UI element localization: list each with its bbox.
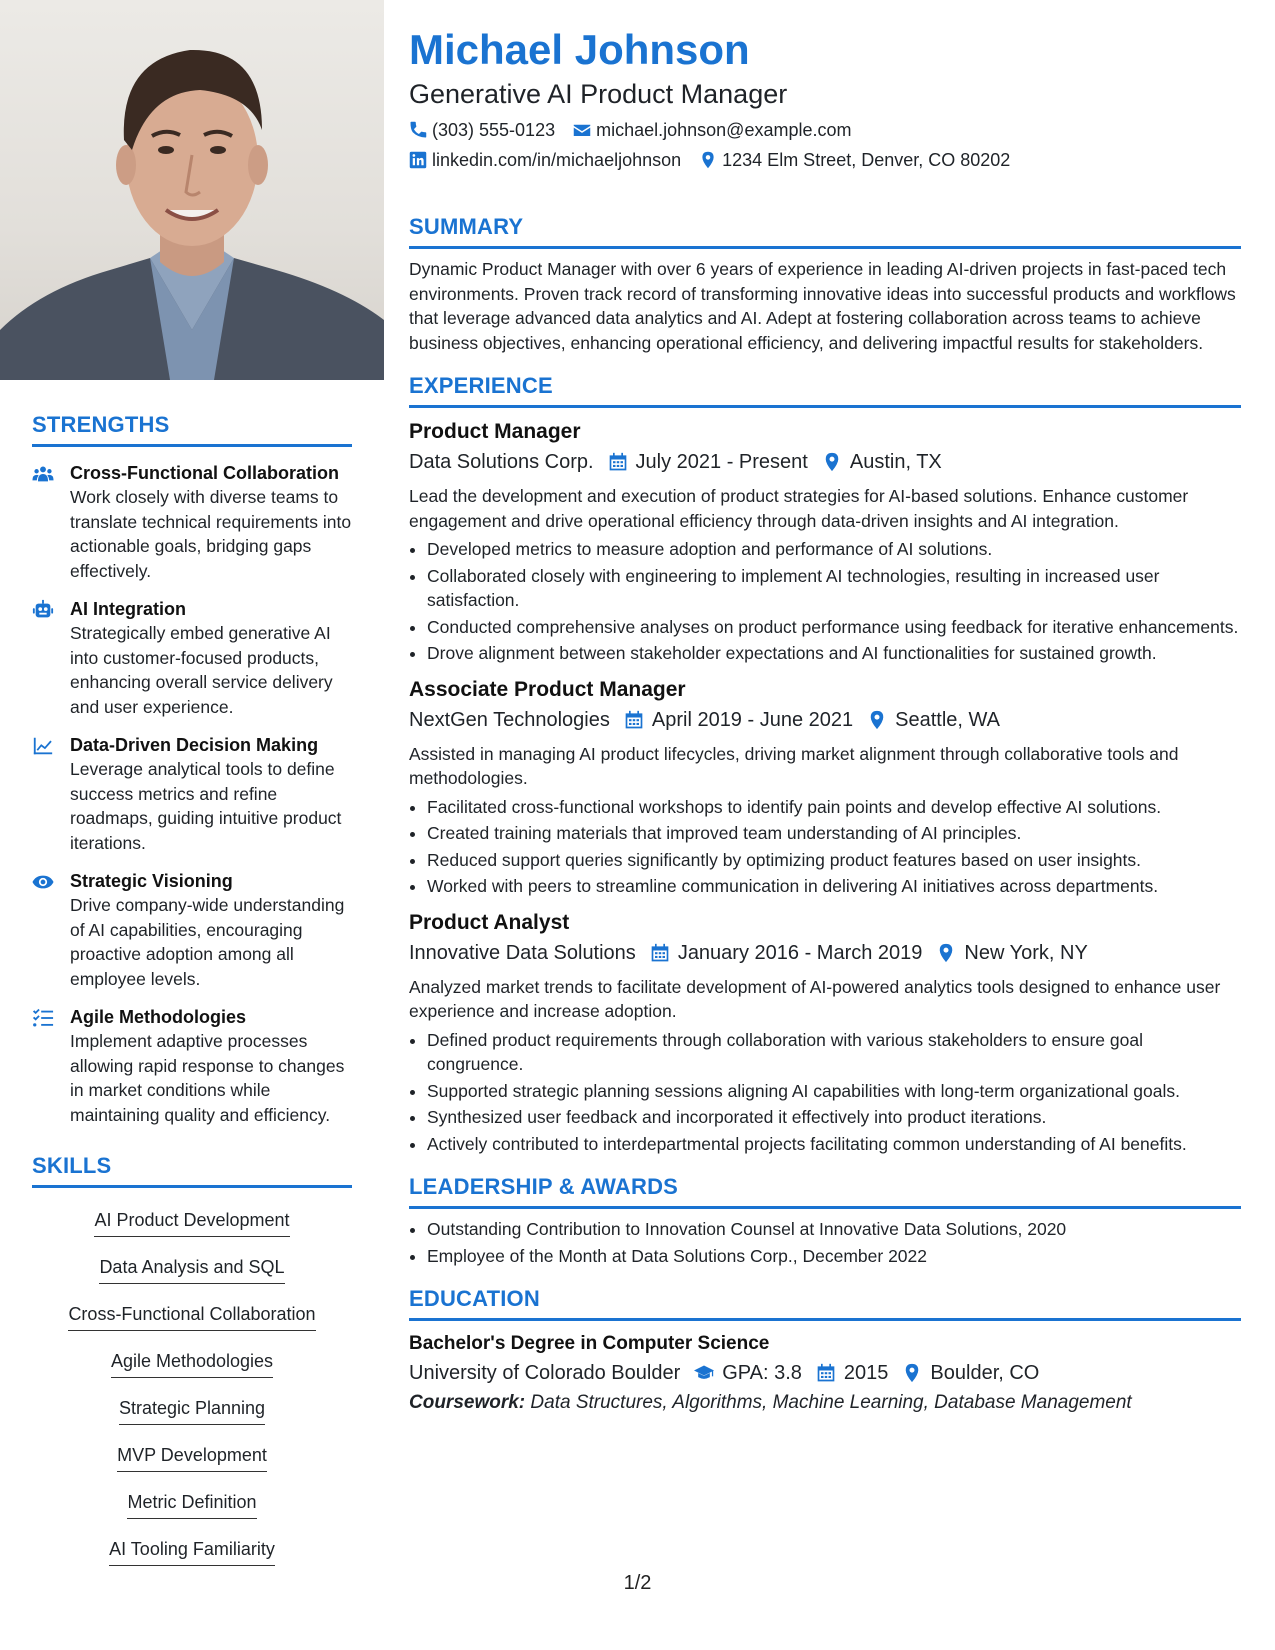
education-rule [409,1318,1241,1321]
job-dates: January 2016 - March 2019 [677,941,923,964]
company-name: NextGen Technologies [409,708,610,731]
location-pin-icon [822,452,842,472]
strength-desc: Drive company-wide understanding of AI capabilities, encouraging proactive adoption among all employee levels. [70,895,345,989]
page-number: 1/2 [623,1572,652,1594]
job-entry [409,418,1241,666]
skill-item: Metric Definition [127,1490,256,1519]
skill-item: Cross-Functional Collaboration [68,1302,315,1331]
phone-contact[interactable] [409,118,555,142]
calendar-icon [816,1363,836,1383]
location-pin-icon [936,943,956,963]
list-item: • Outstanding Contribution to Innovation Counsel at Innovative Data Solutions, 2020 [427,1217,1241,1242]
leadership-rule [409,1206,1241,1209]
company-name: Innovative Data Solutions [409,941,636,964]
strength-title: AI Integration [70,599,186,619]
job-description: Analyzed market trends to facilitate development of AI-powered analytics tools designed to enhance user experience and increase adoption. [409,976,1221,1021]
summary-heading: SUMMARY [409,214,524,239]
list-item: • Drove alignment between stakeholder expectations and AI functionalities for sustained growth. [427,641,1241,666]
job-headline: Generative AI Product Manager [409,79,788,109]
portrait-illustration [0,0,384,380]
education-meta [409,1359,1241,1387]
email-contact[interactable] [573,118,851,142]
job-title: Product Analyst [409,910,570,934]
list-item: • Worked with peers to streamline communication in delivering AI initiatives across departments. [427,874,1241,899]
job-entry [409,909,1241,1157]
job-bullets [409,1028,1241,1157]
linkedin-icon [409,151,427,169]
contact-row [409,148,1241,172]
job-dates: July 2021 - Present [635,451,808,473]
summary-rule [409,246,1241,249]
strength-item [32,597,352,719]
degree-title: Bachelor's Degree in Computer Science [409,1333,770,1354]
graduation-cap-icon [694,1363,714,1383]
summary-section [409,214,1241,355]
linkedin-contact[interactable] [409,148,681,172]
skills-rule [32,1185,352,1188]
experience-rule [409,405,1241,408]
list-item: • Created training materials that improved team understanding of AI principles. [427,821,1241,846]
coursework-text: Data Structures, Algorithms, Machine Learning, Database Management [530,1392,1132,1413]
list-check-icon [32,1005,70,1127]
coursework-label: Coursework: [409,1392,526,1413]
sidebar [0,0,384,1650]
list-item: • Developed metrics to measure adoption and performance of AI solutions. [427,537,1241,562]
experience-section [409,373,1241,1156]
list-item: • Defined product requirements through collaboration with various stakeholders to ensure goal congruence. [427,1028,1241,1077]
coursework-line [409,1389,1241,1417]
leadership-list [409,1217,1241,1268]
calendar-icon [624,710,644,730]
strength-desc: Strategically embed generative AI into customer-focused products, enhancing overall service delivery and user experience. [70,623,333,717]
strength-desc: Leverage analytical tools to define success metrics and refine roadmaps, guiding intuitive product iterations. [70,759,342,853]
skills-list [32,1200,352,1576]
profile-photo [0,0,384,380]
summary-text: Dynamic Product Manager with over 6 years of experience in leading AI-driven projects in fast-paced tech environments. Proven track record of transforming innovative ideas into successful products and workflows that leverage advanced data analytics and AI. Adept at fostering collaboration across teams to achieve business objectives, enhancing operational efficiency, and delivering impactful results for stakeholders. [409,259,1236,353]
list-item: • Reduced support queries significantly by optimizing product features based on user insights. [427,848,1241,873]
chart-line-icon [32,733,70,855]
location-pin-icon [902,1363,922,1383]
phone-text: (303) 555-0123 [432,120,556,140]
skills-heading: SKILLS [32,1153,112,1178]
job-bullets [409,795,1241,899]
email-text: michael.johnson@example.com [596,120,852,140]
users-icon [32,461,70,583]
strength-item [32,1005,352,1127]
job-description: Assisted in managing AI product lifecycles, driving market alignment through collaborative tools and methodologies. [409,743,1179,788]
phone-icon [409,121,427,139]
strength-title: Cross-Functional Collaboration [70,463,340,483]
gpa-text: GPA: 3.8 [722,1362,802,1384]
address-text: 1234 Elm Street, Denver, CO 80202 [722,150,1011,170]
strength-desc: Implement adaptive processes allowing rapid response to changes in market conditions while maintaining quality and efficiency. [70,1031,345,1125]
experience-heading: EXPERIENCE [409,373,553,398]
strength-title: Agile Methodologies [70,1007,247,1027]
job-bullets [409,537,1241,666]
list-item: • Supported strategic planning sessions aligning AI capabilities with long-term organizational goals. [427,1079,1241,1104]
strength-item [32,869,352,991]
job-title: Product Manager [409,420,581,443]
envelope-icon [573,121,591,139]
linkedin-text: linkedin.com/in/michaeljohnson [432,150,682,170]
strength-title: Strategic Visioning [70,871,233,891]
strength-item [32,733,352,855]
skill-item: Agile Methodologies [111,1349,273,1378]
calendar-icon [608,452,628,472]
list-item: • Facilitated cross-functional workshops to identify pain points and develop effective AI solutions. [427,795,1241,820]
job-meta [409,706,1241,734]
skill-item: Strategic Planning [119,1396,265,1425]
skill-item: AI Tooling Familiarity [109,1537,275,1566]
skill-item: MVP Development [117,1443,267,1472]
address-contact [699,148,1010,172]
candidate-name: Michael Johnson [409,26,750,73]
contact-row [409,118,1241,142]
list-item: • Conducted comprehensive analyses on product performance using feedback for iterative enhancements. [427,615,1241,640]
education-heading: EDUCATION [409,1286,540,1311]
leadership-section [409,1174,1241,1268]
job-location: Seattle, WA [895,708,1000,731]
school-location: Boulder, CO [930,1362,1040,1384]
robot-icon [32,597,70,719]
school-name: University of Colorado Boulder [409,1362,681,1384]
graduation-year: 2015 [843,1362,889,1384]
education-section [409,1286,1241,1417]
strength-title: Data-Driven Decision Making [70,735,319,755]
job-entry [409,676,1241,899]
job-description: Lead the development and execution of product strategies for AI-based solutions. Enhance customer engagement and drive operational efficiency through data-driven insights and AI integration. [409,486,1189,531]
calendar-icon [650,943,670,963]
strengths-heading: STRENGTHS [32,412,170,437]
job-title: Associate Product Manager [409,677,686,701]
location-pin-icon [699,151,717,169]
job-location: Austin, TX [849,451,942,473]
strength-item [32,461,352,583]
strength-desc: Work closely with diverse teams to translate technical requirements into actionable goals, bridging gaps effectively. [70,487,352,581]
skill-item: Data Analysis and SQL [99,1255,284,1284]
job-dates: April 2019 - June 2021 [651,708,854,731]
skill-item: AI Product Development [94,1208,289,1237]
list-item: • Collaborated closely with engineering to implement AI technologies, resulting in increased user satisfaction. [427,564,1241,613]
strengths-rule [32,444,352,447]
location-pin-icon [867,710,887,730]
company-name: Data Solutions Corp. [409,451,594,473]
job-meta [409,448,1241,476]
list-item: • Employee of the Month at Data Solutions Corp., December 2022 [427,1244,1241,1269]
job-meta [409,939,1241,967]
job-location: New York, NY [964,941,1088,964]
list-item: • Actively contributed to interdepartmental projects facilitating common understanding of AI benefits. [427,1132,1241,1157]
main-column [409,24,1241,1417]
sidebar-content [32,412,352,1576]
leadership-heading: LEADERSHIP & AWARDS [409,1174,679,1199]
list-item: • Synthesized user feedback and incorporated it effectively into product iterations. [427,1105,1241,1130]
eye-icon [32,869,70,991]
